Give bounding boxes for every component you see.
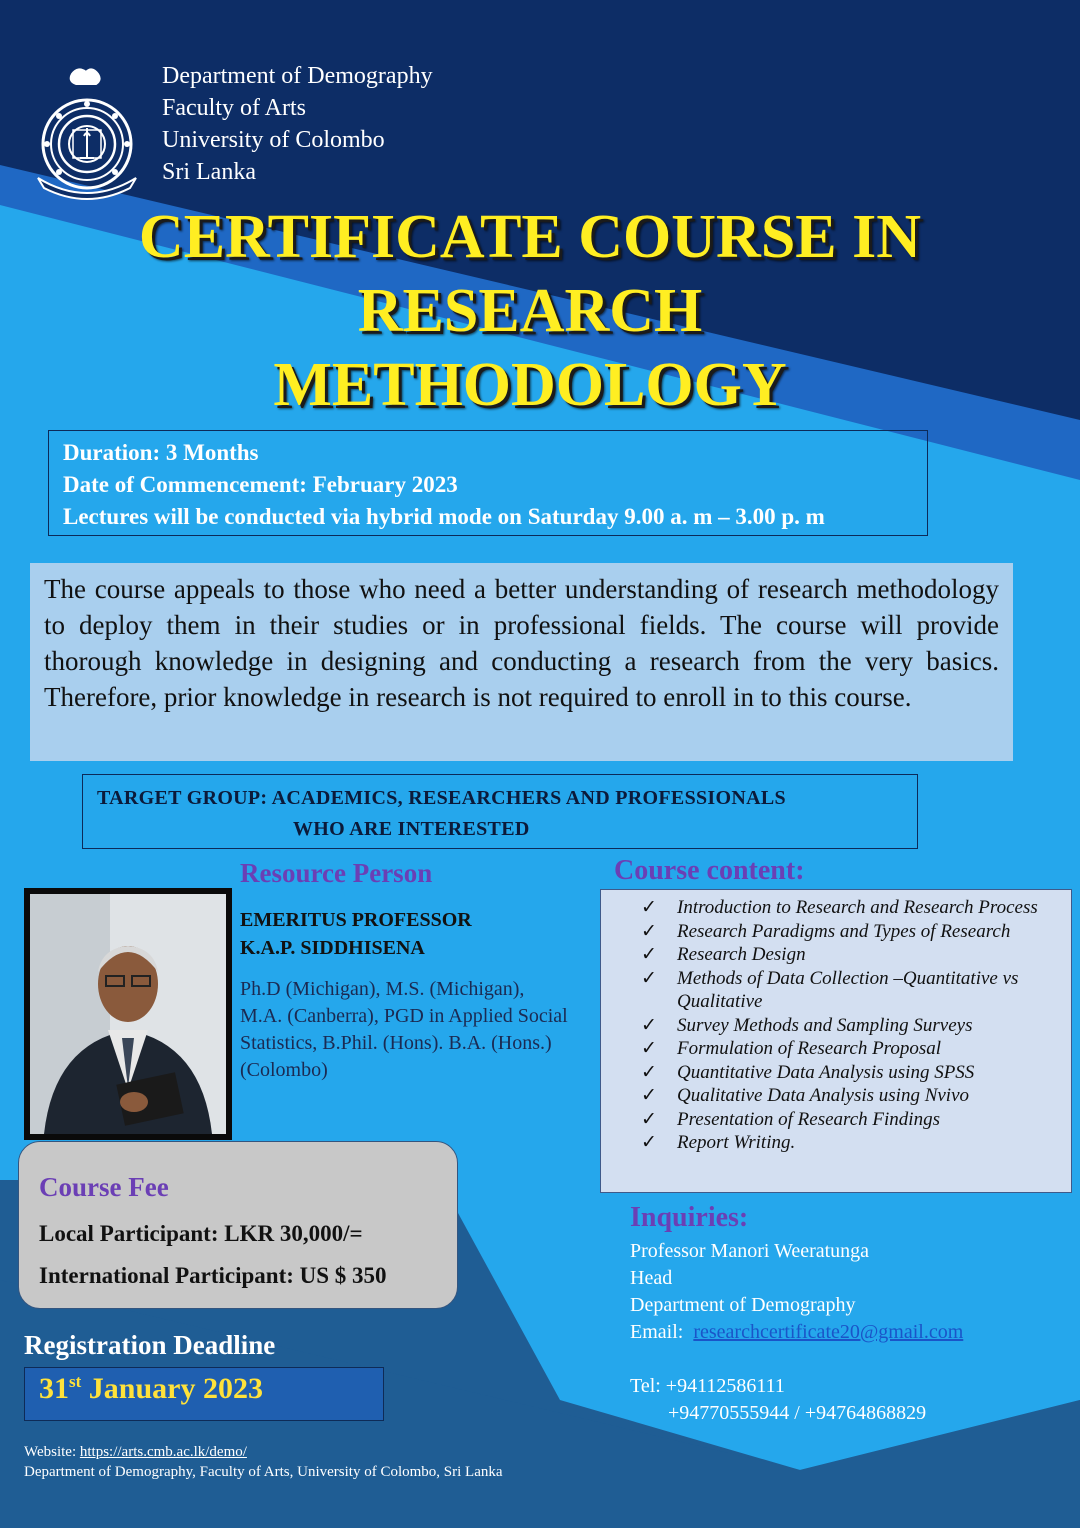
dept-line: Faculty of Arts — [162, 95, 306, 121]
title-line: CERTIFICATE COURSE IN — [138, 203, 922, 271]
list-item — [641, 1014, 1071, 1038]
telephone-primary: Tel: +94112586111 — [630, 1375, 785, 1397]
website-row — [24, 1442, 503, 1462]
course-title — [10, 200, 1050, 422]
title-line: METHODOLOGY — [273, 351, 787, 419]
course-topic: Introduction to Research and Research Process — [677, 897, 1038, 918]
course-content-heading: Course content: — [614, 855, 805, 886]
resource-person-qualifications: Ph.D (Michigan), M.S. (Michigan), M.A. (Canberra), PGD in Applied Social Statistics, B.Phil. (Hons). B.A. (Hons.)(Colombo) — [240, 978, 568, 1081]
course-topic: Presentation of Research Findings — [677, 1108, 940, 1130]
deadline-month-year: January 2023 — [81, 1372, 263, 1405]
telephone-mobile: +94770555944 / +94764868829 — [668, 1402, 927, 1424]
footer — [24, 1442, 503, 1482]
inquiries-contact — [630, 1238, 963, 1427]
target-group-line: TARGET GROUP: ACADEMICS, RESEARCHERS AND PROFESSIONALS — [97, 787, 786, 809]
footer-address: Department of Demography, Faculty of Arts, University of Colombo, Sri Lanka — [24, 1464, 503, 1480]
dept-line: University of Colombo — [162, 127, 385, 153]
course-topic: Survey Methods and Sampling Surveys — [677, 1014, 973, 1036]
check-mark-icon: ✓ — [641, 1132, 657, 1153]
check-mark-icon: ✓ — [641, 897, 657, 918]
commencement-text: Date of Commencement: February 2023 — [63, 472, 458, 497]
website-label: Website: — [24, 1444, 80, 1460]
course-topic: Report Writing. — [677, 1132, 796, 1153]
local-fee: Local Participant: LKR 30,000/= — [39, 1221, 363, 1246]
website-link[interactable]: https://arts.cmb.ac.lk/demo/ — [79, 1444, 247, 1460]
check-mark-icon: ✓ — [641, 1038, 657, 1059]
dept-line: Sri Lanka — [162, 159, 256, 185]
check-mark-icon: ✓ — [641, 944, 657, 965]
course-topic: Quantitative Data Analysis using SPSS — [677, 1061, 975, 1083]
list-item — [641, 1084, 1071, 1108]
email-row — [630, 1319, 963, 1346]
university-of-colombo-emblem-icon — [28, 66, 146, 206]
department-address — [162, 60, 433, 188]
title-line: RESEARCH — [357, 277, 703, 345]
registration-deadline-date — [24, 1367, 384, 1421]
contact-role: Head — [630, 1267, 673, 1289]
email-label: Email: — [630, 1321, 684, 1343]
duration-text: Duration: 3 Months — [63, 440, 259, 465]
check-mark-icon: ✓ — [641, 1061, 657, 1083]
list-item — [641, 896, 1071, 920]
contact-name: Professor Manori Weeratunga — [630, 1240, 870, 1262]
list-item — [641, 1108, 1071, 1132]
spacer — [630, 1346, 963, 1373]
lecture-mode-text: Lectures will be conducted via hybrid mode on Saturday 9.00 a. m – 3.00 p. m — [63, 504, 825, 529]
email-link[interactable]: researchcertificate20@gmail.com — [693, 1321, 964, 1343]
course-content-list — [641, 896, 1071, 1155]
list-item — [641, 1061, 1071, 1085]
check-mark-icon: ✓ — [641, 967, 657, 989]
dept-line: Department of Demography — [162, 63, 433, 89]
check-mark-icon: ✓ — [641, 1108, 657, 1130]
course-fee-heading: Course Fee — [39, 1172, 169, 1202]
course-topic: Qualitative Data Analysis using Nvivo — [677, 1085, 970, 1106]
target-group-box — [82, 774, 918, 849]
registration-deadline-label: Registration Deadline — [24, 1330, 276, 1360]
deadline-day-suffix: st — [69, 1372, 82, 1391]
course-topic: Methods of Data Collection –Quantitative vs Qualitative — [677, 967, 1019, 1012]
course-topic: Research Design — [677, 944, 806, 965]
course-topic: Formulation of Research Proposal — [677, 1038, 942, 1059]
international-fee: International Participant: US $ 350 — [39, 1263, 387, 1288]
professor-portrait-icon — [24, 888, 232, 1140]
inquiries-heading: Inquiries: — [630, 1202, 749, 1233]
check-mark-icon: ✓ — [641, 920, 657, 942]
name-text: K.A.P. SIDDHISENA — [240, 937, 425, 959]
list-item — [641, 943, 1071, 967]
course-topic: Research Paradigms and Types of Research — [677, 920, 1011, 942]
list-item — [641, 1037, 1071, 1061]
course-description: The course appeals to those who need a better understanding of research methodology to deploy them in their studies or in professional fields. The course will provide thorough knowledge in designing and conducting a research from the very basics. Therefore, prior knowledge in research is not required to enroll in to this course. — [30, 563, 1013, 761]
resource-person-name — [240, 906, 472, 962]
list-item — [641, 967, 1071, 1014]
resource-person-heading: Resource Person — [240, 858, 433, 888]
course-content-box — [600, 889, 1072, 1193]
list-item — [641, 1131, 1071, 1155]
check-mark-icon: ✓ — [641, 1085, 657, 1106]
list-item — [641, 920, 1071, 944]
name-title: EMERITUS PROFESSOR — [240, 909, 472, 931]
course-fee-box — [18, 1141, 458, 1309]
course-info-box — [48, 430, 928, 536]
deadline-day: 31 — [39, 1372, 69, 1405]
target-group-line: WHO ARE INTERESTED — [293, 818, 530, 840]
check-mark-icon: ✓ — [641, 1014, 657, 1036]
contact-department: Department of Demography — [630, 1294, 856, 1316]
